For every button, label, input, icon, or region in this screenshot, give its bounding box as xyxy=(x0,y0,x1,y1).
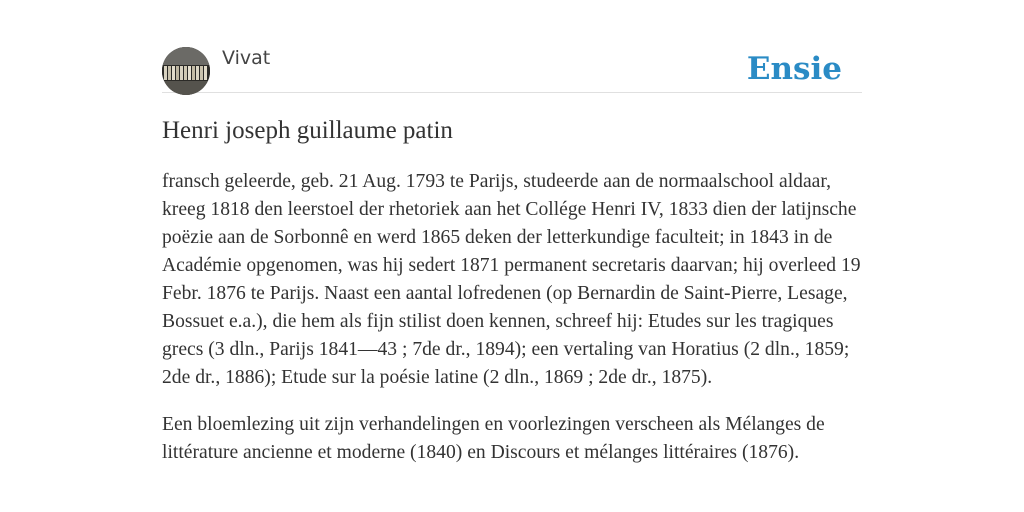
author-name[interactable]: Vivat xyxy=(222,47,271,69)
page-header xyxy=(162,46,862,93)
bookshelf-icon xyxy=(162,47,210,95)
article-paragraph: fransch geleerde, geb. 21 Aug. 1793 te Parijs, studeerde aan de normaalschool aldaar, kreeg 1818 den leerstoel der rhetoriek aan het Collége Henri IV, 1833 dien der latijnsche poëzie aan de Sorbonnê en werd 1865 deken der letterkundige faculteit; in 1843 in de Académie opgenomen, was hij sedert 1871 permanent secretaris daarvan; hij overleed 19 Febr. 1876 te Parijs. Naast een aantal lofredenen (op Bernardin de Saint-Pierre, Lesage, Bossuet e.a.), die hem als fijn stilist doen kennen, schreef hij: Etudes sur les tragiques grecs (3 dln., Parijs 1841—43 ; 7de dr., 1894); een vertaling van Horatius (2 dln., 1859; 2de dr., 1886); Etude sur la poésie latine (2 dln., 1869 ; 2de dr., 1875). xyxy=(162,171,861,388)
article-paragraph: Een bloemlezing uit zijn verhandelingen en voorlezingen verscheen als Mélanges de littérature ancienne et moderne (1840) en Discours et mélanges littéraires (1876). xyxy=(162,414,825,463)
page-title: Henri joseph guillaume patin xyxy=(162,117,453,144)
site-logo[interactable]: Ensie xyxy=(746,51,842,87)
article-body xyxy=(162,168,864,486)
author-avatar[interactable] xyxy=(162,47,210,95)
